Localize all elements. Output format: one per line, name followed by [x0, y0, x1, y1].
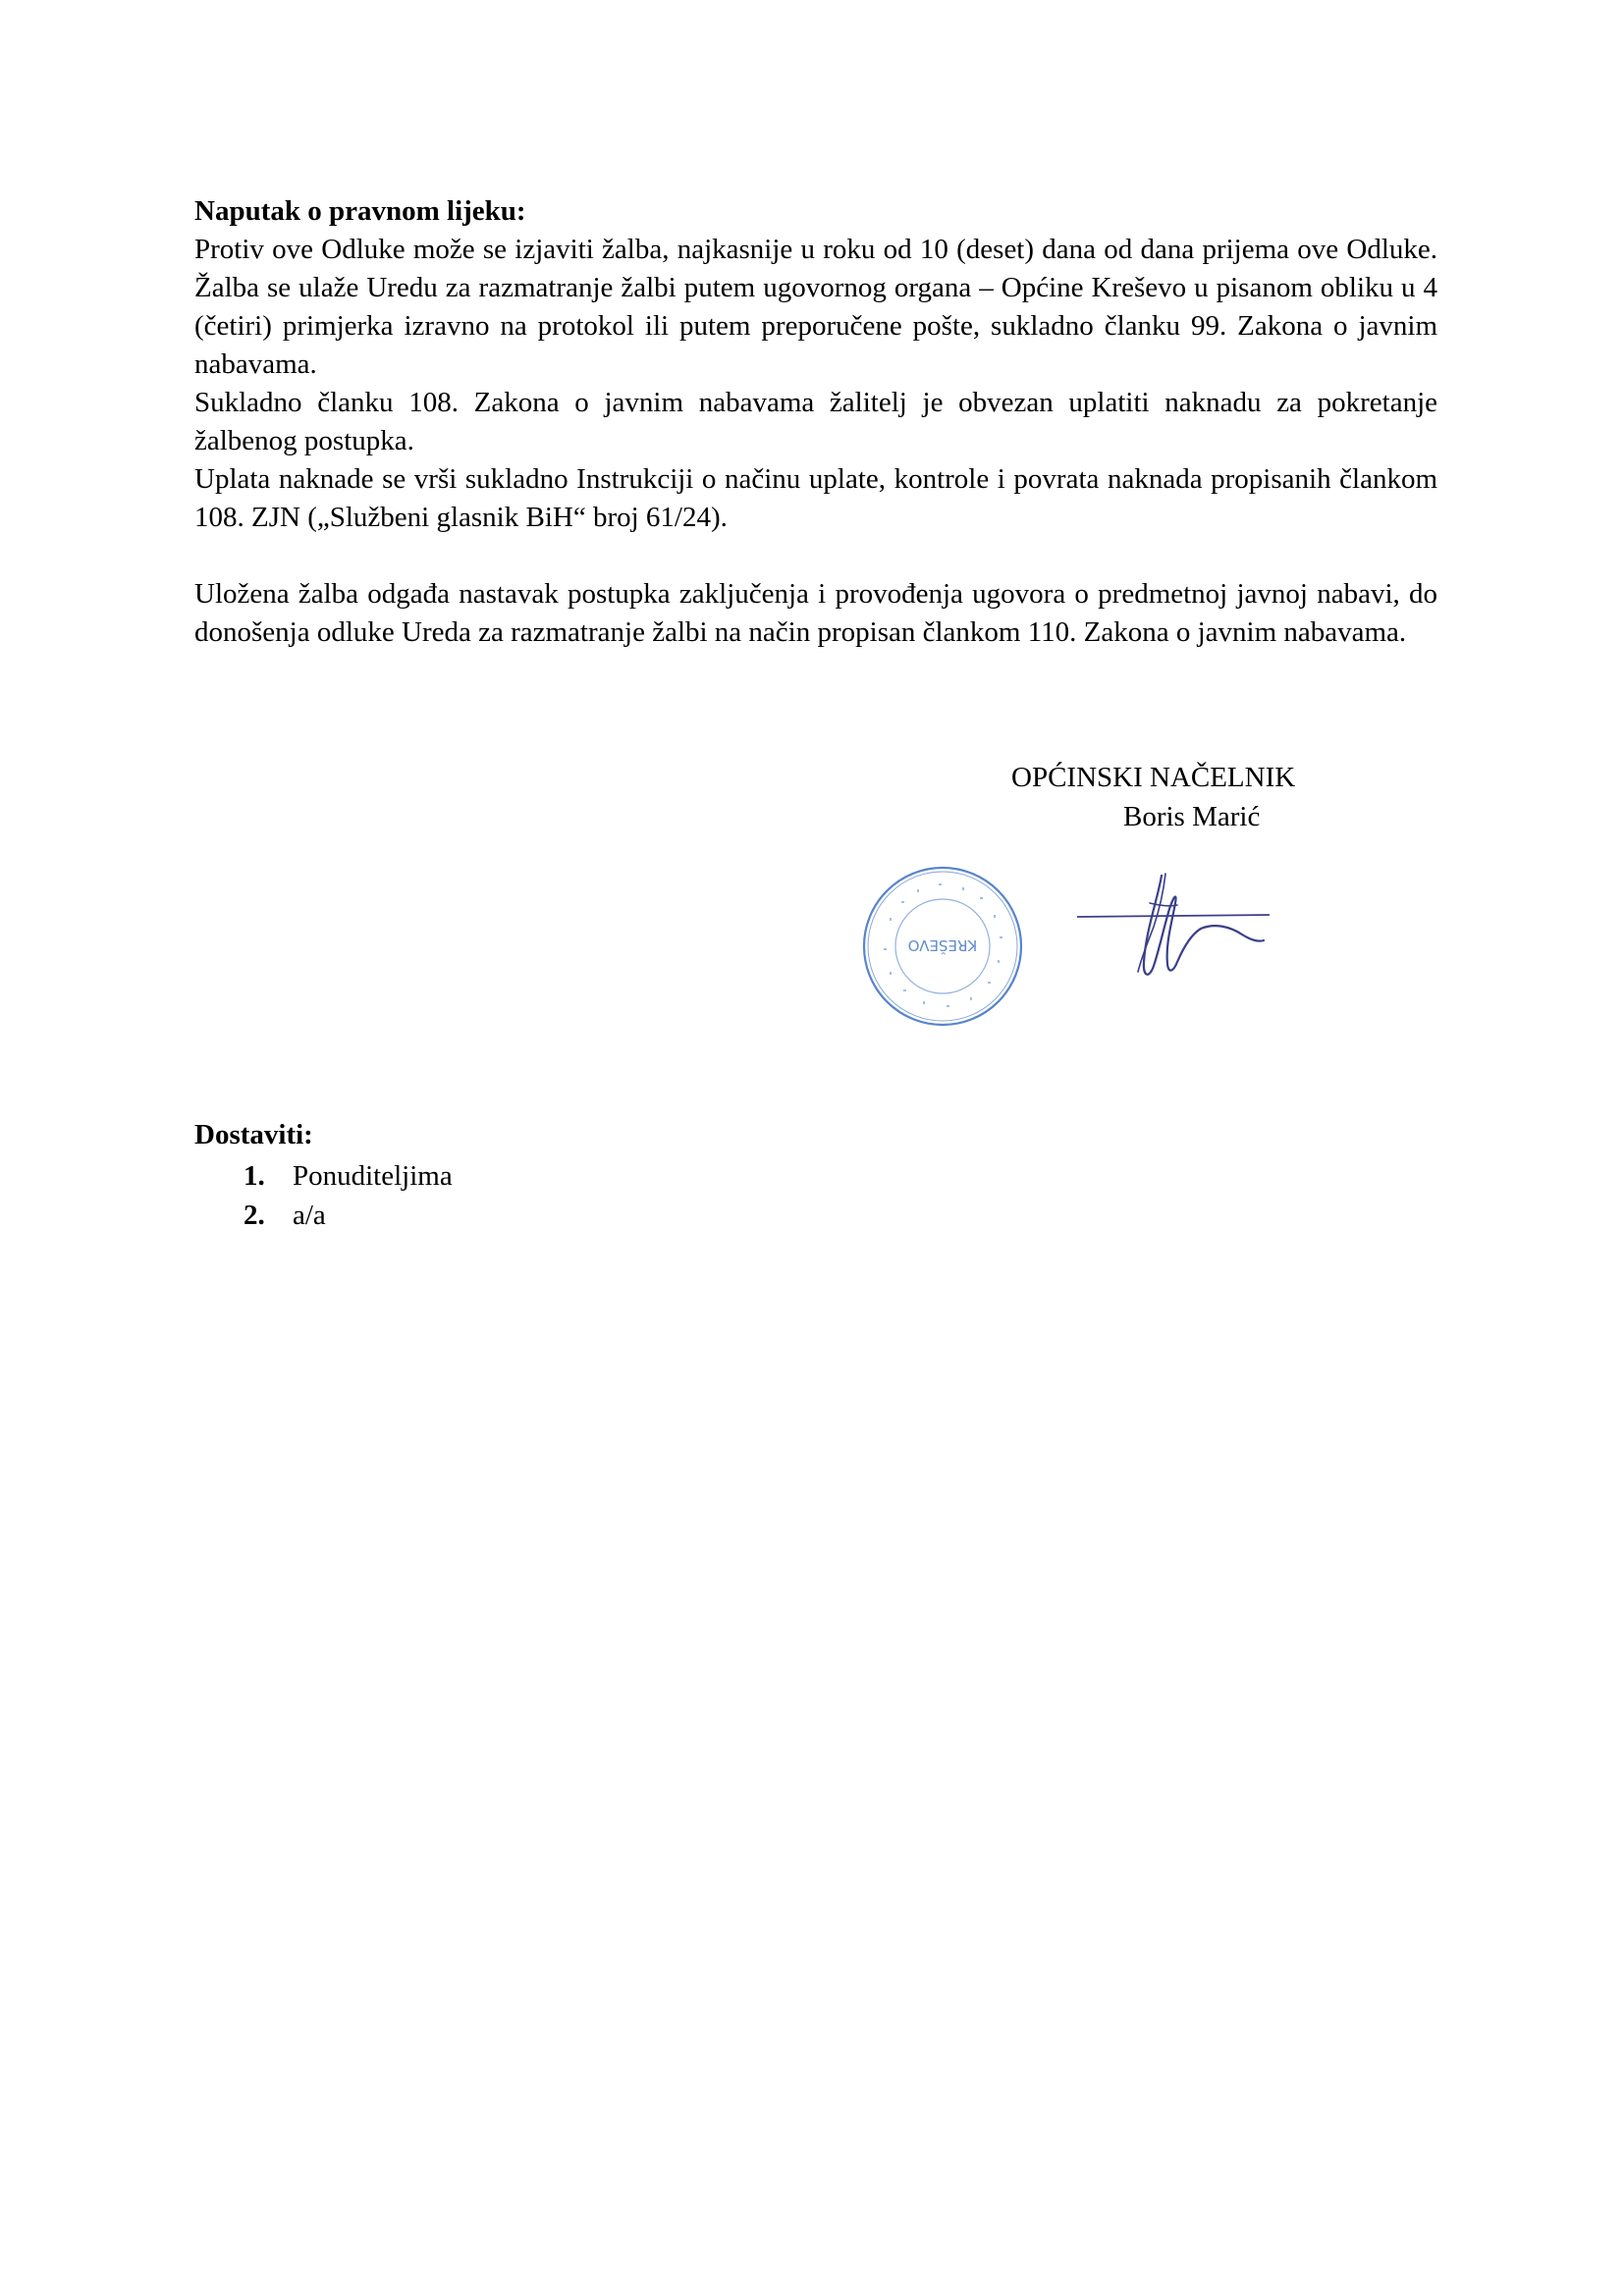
legal-remedy-paragraph: Protiv ove Odluke može se izjaviti žalba, najkasnije u roku od 10 (deset) dana od dana prijema ove Odluke. Žalba se ulaže Uredu za razmatranje žalbi putem ugovornog organa – Općine Kreševo u pisanom obliku u 4 (četiri) primjerka izravno na protokol ili putem preporučene pošte, sukladno članku 99. Zakona o javnim nabavama.: [194, 234, 1437, 380]
list-item: [244, 1196, 784, 1235]
appeal-suspension-paragraph: Uložena žalba odgađa nastavak postupka zaključenja i provođenja ugovora o predmetnoj javnoj nabavi, do donošenja odluke Ureda za razmatranje žalbi na način propisan člankom 110. Zakona o javnim nabavama.: [194, 578, 1437, 648]
fee-payment-paragraph: Uplata naknade se vrši sukladno Instrukciji o načinu uplate, kontrole i povrata naknada propisanih člankom 108. ZJN („Službeni glasnik BiH“ broj 61/24).: [194, 463, 1437, 533]
signatory-name: Boris Marić: [1123, 801, 1261, 832]
signatory-block: [1011, 758, 1404, 836]
delivery-list: [194, 1156, 784, 1235]
list-item-number: 2.: [244, 1200, 265, 1231]
legal-remedy-section: [194, 192, 1437, 652]
list-item-label: a/a: [293, 1200, 326, 1231]
delivery-heading: Dostaviti:: [194, 1119, 313, 1150]
list-item-label: Ponuditeljima: [293, 1160, 453, 1192]
list-item-number: 1.: [244, 1160, 265, 1192]
stamp-center-text: KREŠEVO: [907, 936, 978, 954]
fee-obligation-paragraph: Sukladno članku 108. Zakona o javnim nabavama žalitelj je obvezan uplatiti naknadu za pokretanje žalbenog postupka.: [194, 387, 1437, 456]
official-stamp: [860, 864, 1025, 1029]
delivery-section: [194, 1115, 784, 1235]
handwritten-signature: [1075, 870, 1272, 991]
legal-remedy-heading: Naputak o pravnom lijeku:: [194, 195, 526, 227]
list-item: [244, 1156, 784, 1196]
signatory-title: OPĆINSKI NAČELNIK: [1011, 762, 1296, 793]
